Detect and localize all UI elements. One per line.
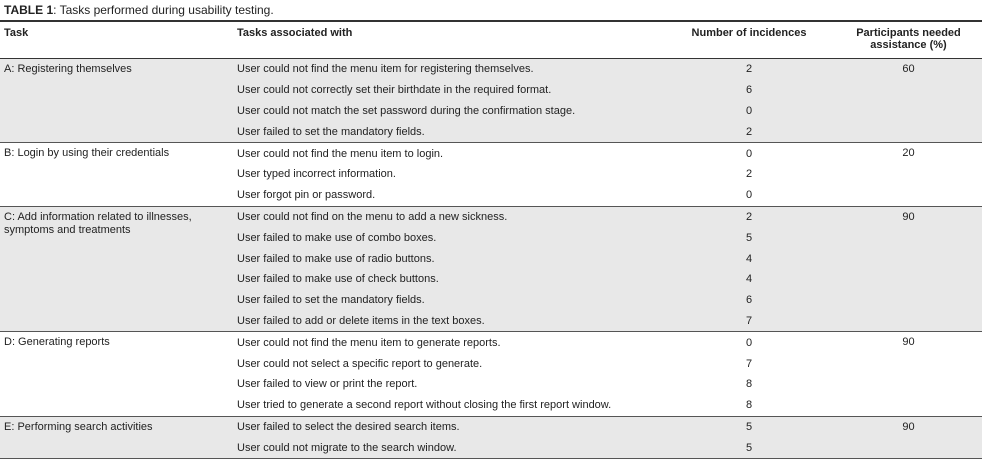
task-description: User failed to select the desired search items. [237,420,460,433]
task-description: User tried to generate a second report without closing the first report window. [237,399,612,412]
assistance-percent: 90 [902,420,915,433]
incidence-count: 0 [745,189,753,202]
assistance-percent: 60 [902,63,915,75]
header-row [0,21,982,59]
table-row [0,206,982,227]
task-name: E: Performing search activities [4,420,153,433]
task-description: User could not migrate to the search window. [237,441,457,454]
task-description: User could not select a specific report to generate. [237,357,483,370]
incidence-count: 2 [745,63,753,76]
table-row [0,416,982,437]
header-assistance: Participants needed assistance (%) [856,27,961,51]
incidence-count: 8 [745,399,753,412]
header-task: Task [4,27,29,39]
table-caption: TABLE 1: Tasks performed during usability testing. [4,3,274,17]
assistance-percent: 90 [902,336,915,349]
task-description: User failed to set the mandatory fields. [237,294,425,307]
table-row [0,59,982,80]
task-name: A: Registering themselves [4,63,132,75]
task-description: User could not correctly set their birthdate in the required format. [237,84,552,97]
incidence-count: 4 [745,252,753,265]
assistance-percent: 90 [902,210,915,223]
task-description: User failed to view or print the report. [237,378,418,391]
incidence-count: 5 [745,420,753,433]
task-group [0,332,982,416]
task-description: User could not match the set password during the confirmation stage. [237,104,576,117]
assistance-percent: 20 [902,147,915,160]
task-description: User failed to set the mandatory fields. [237,125,425,138]
incidence-count: 0 [745,336,753,349]
incidence-count: 4 [745,273,753,286]
task-description: User forgot pin or password. [237,189,376,202]
incidence-count: 7 [745,314,753,327]
incidence-count: 5 [745,231,753,244]
incidence-count: 7 [745,357,753,370]
task-description: User failed to make use of combo boxes. [237,231,437,244]
incidence-count: 2 [745,125,753,138]
incidence-count: 5 [745,441,753,454]
header-incidences: Number of incidences [691,27,807,39]
incidence-count: 0 [745,104,753,117]
task-name: C: Add information related to illnesses, symptoms and treatments [4,210,192,236]
incidence-count: 2 [745,168,753,181]
table-row [0,332,982,353]
task-description: User failed to make use of radio buttons. [237,252,435,265]
task-group [0,206,982,332]
task-description: User could not find the menu item for registering themselves. [237,63,534,76]
incidence-count: 2 [745,210,753,223]
task-name: B: Login by using their credentials [4,147,170,160]
table-row [0,143,982,164]
task-name: D: Generating reports [4,336,110,349]
task-group [0,143,982,206]
task-description: User could not find the menu item to login. [237,147,444,160]
task-description: User could not find on the menu to add a new sickness. [237,210,508,223]
task-group [0,59,982,143]
task-description: User failed to make use of check buttons. [237,273,439,286]
incidence-count: 0 [745,147,753,160]
incidence-count: 6 [745,294,753,307]
task-description: User could not find the menu item to generate reports. [237,336,501,349]
task-group [0,416,982,459]
usability-tasks-table [0,20,982,459]
incidence-count: 8 [745,378,753,391]
task-description: User typed incorrect information. [237,168,396,181]
task-description: User failed to add or delete items in the text boxes. [237,314,485,327]
header-associated: Tasks associated with [237,27,353,39]
incidence-count: 6 [745,84,753,97]
